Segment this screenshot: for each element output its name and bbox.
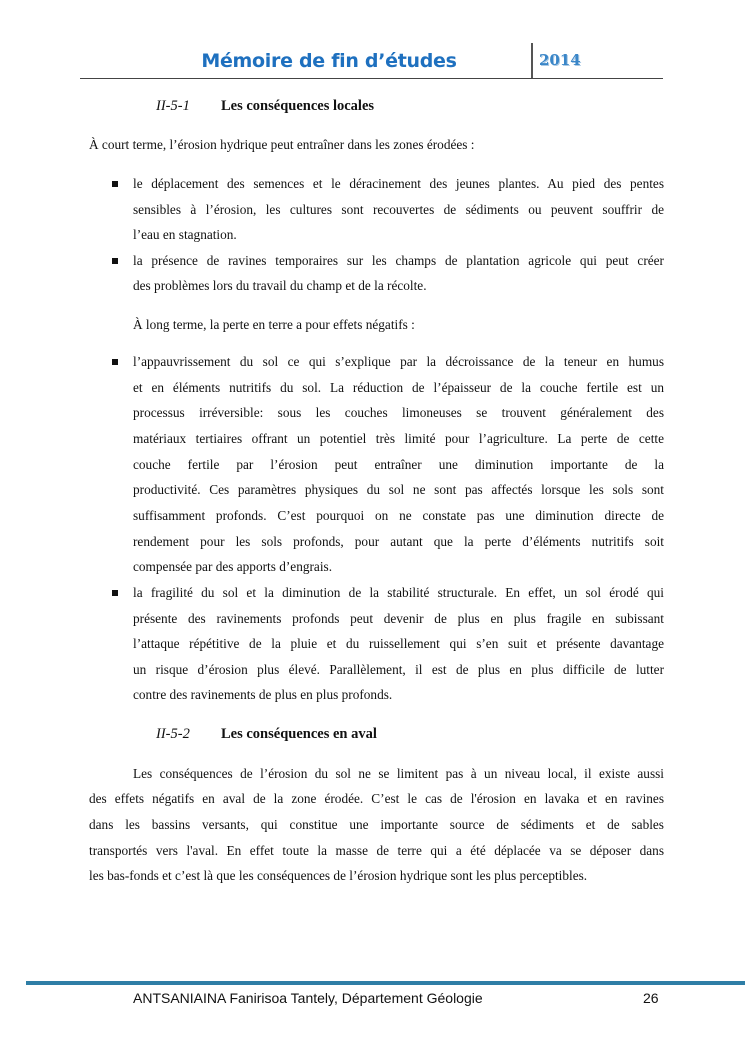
footer-rule	[26, 981, 745, 985]
paragraph-line: les bas-fonds et c’est là que les conséquences de l’érosion hydrique sont les plus perceptibles.	[89, 868, 588, 883]
footer-author: ANTSANIAINA Fanirisoa Tantely, Département Géologie	[133, 990, 483, 1006]
list-item-line: l’appauvrissement du sol ce qui s’explique par la décroissance de la teneur en humus	[133, 354, 664, 369]
list-item-line: le déplacement des semences et le déracinement des jeunes plantes. Au pied des pentes	[133, 176, 664, 191]
header-rule	[80, 78, 663, 79]
list-item-line: processus irréversible: sous les couches limoneuses se trouvent généralement des	[133, 405, 664, 420]
paragraph-line: dans les bassins versants, qui constitue une importante source de sédiments et de sables	[89, 817, 664, 832]
section-title: Les conséquences en aval	[221, 726, 377, 742]
header-title: Mémoire de fin d’études	[201, 50, 457, 72]
list-item-line: un risque d’érosion plus élevé. Parallèlement, il est de plus en plus difficile de lutter	[133, 662, 664, 677]
list-item-line: couche fertile par l’érosion peut entraîner une diminution importante de la	[133, 457, 664, 472]
list-item-line: et en éléments nutritifs du sol. La réduction de l’épaisseur de la couche fertile est un	[133, 380, 664, 395]
section-number: II-5-1	[156, 98, 190, 114]
paragraph-line: des effets négatifs en aval de la zone érodée. C’est le cas de l'érosion en lavaka et en ravines	[89, 791, 664, 806]
list-item-line: productivité. Ces paramètres physiques du sol ne sont pas affectés lorsque les sols sont	[133, 482, 664, 497]
paragraph-line: Les conséquences de l’érosion du sol ne se limitent pas à un niveau local, il existe aussi	[133, 766, 664, 781]
paragraph-line: transportés vers l'aval. En effet toute la masse de terre qui a été déplacée va se déposer dans	[89, 843, 664, 858]
list-item-line: matériaux tertiaires offrant un potentiel très limité pour l’agriculture. La perte de cette	[133, 431, 664, 446]
bullet-marker	[112, 258, 118, 264]
page-number: 26	[643, 990, 659, 1006]
paragraph-long-term-intro: À long terme, la perte en terre a pour effets négatifs :	[133, 317, 415, 332]
list-item-line: contre des ravinements de plus en plus profonds.	[133, 687, 393, 702]
section-heading-local	[156, 96, 374, 116]
bullet-marker	[112, 181, 118, 187]
list-item-line: compensée par des apports d’engrais.	[133, 559, 333, 574]
header-year: 2014	[539, 51, 581, 69]
list-item-line: rendement pour les sols profonds, pour autant que la perte d’éléments nutritifs soit	[133, 534, 664, 549]
list-item-line: l’eau en stagnation.	[133, 227, 237, 242]
list-item-line: la fragilité du sol et la diminution de la stabilité structurale. En effet, un sol érodé qui	[133, 585, 664, 600]
list-item-line: l’attaque répétitive de la pluie et du ruissellement qui s’en suit et présente davantage	[133, 636, 664, 651]
list-item-line: la présence de ravines temporaires sur les champs de plantation agricole qui peut créer	[133, 253, 664, 268]
header-divider	[531, 43, 533, 78]
list-item-line: suffisamment profonds. C’est pourquoi on ne constate pas une diminution directe de	[133, 508, 664, 523]
section-title: Les conséquences locales	[221, 98, 375, 114]
list-item-line: des problèmes lors du travail du champ et de la récolte.	[133, 278, 427, 293]
list-item-line: sensibles à l’érosion, les cultures sont recouvertes de sédiments ou peuvent souffrir de	[133, 202, 664, 217]
section-heading-downstream	[156, 724, 377, 744]
bullet-marker	[112, 590, 118, 596]
bullet-marker	[112, 359, 118, 365]
section-number: II-5-2	[156, 726, 190, 742]
paragraph-short-term-intro: À court terme, l’érosion hydrique peut entraîner dans les zones érodées :	[89, 137, 475, 152]
list-item-line: présente des ravinements profonds peut devenir de plus en plus fragile en subissant	[133, 611, 664, 626]
